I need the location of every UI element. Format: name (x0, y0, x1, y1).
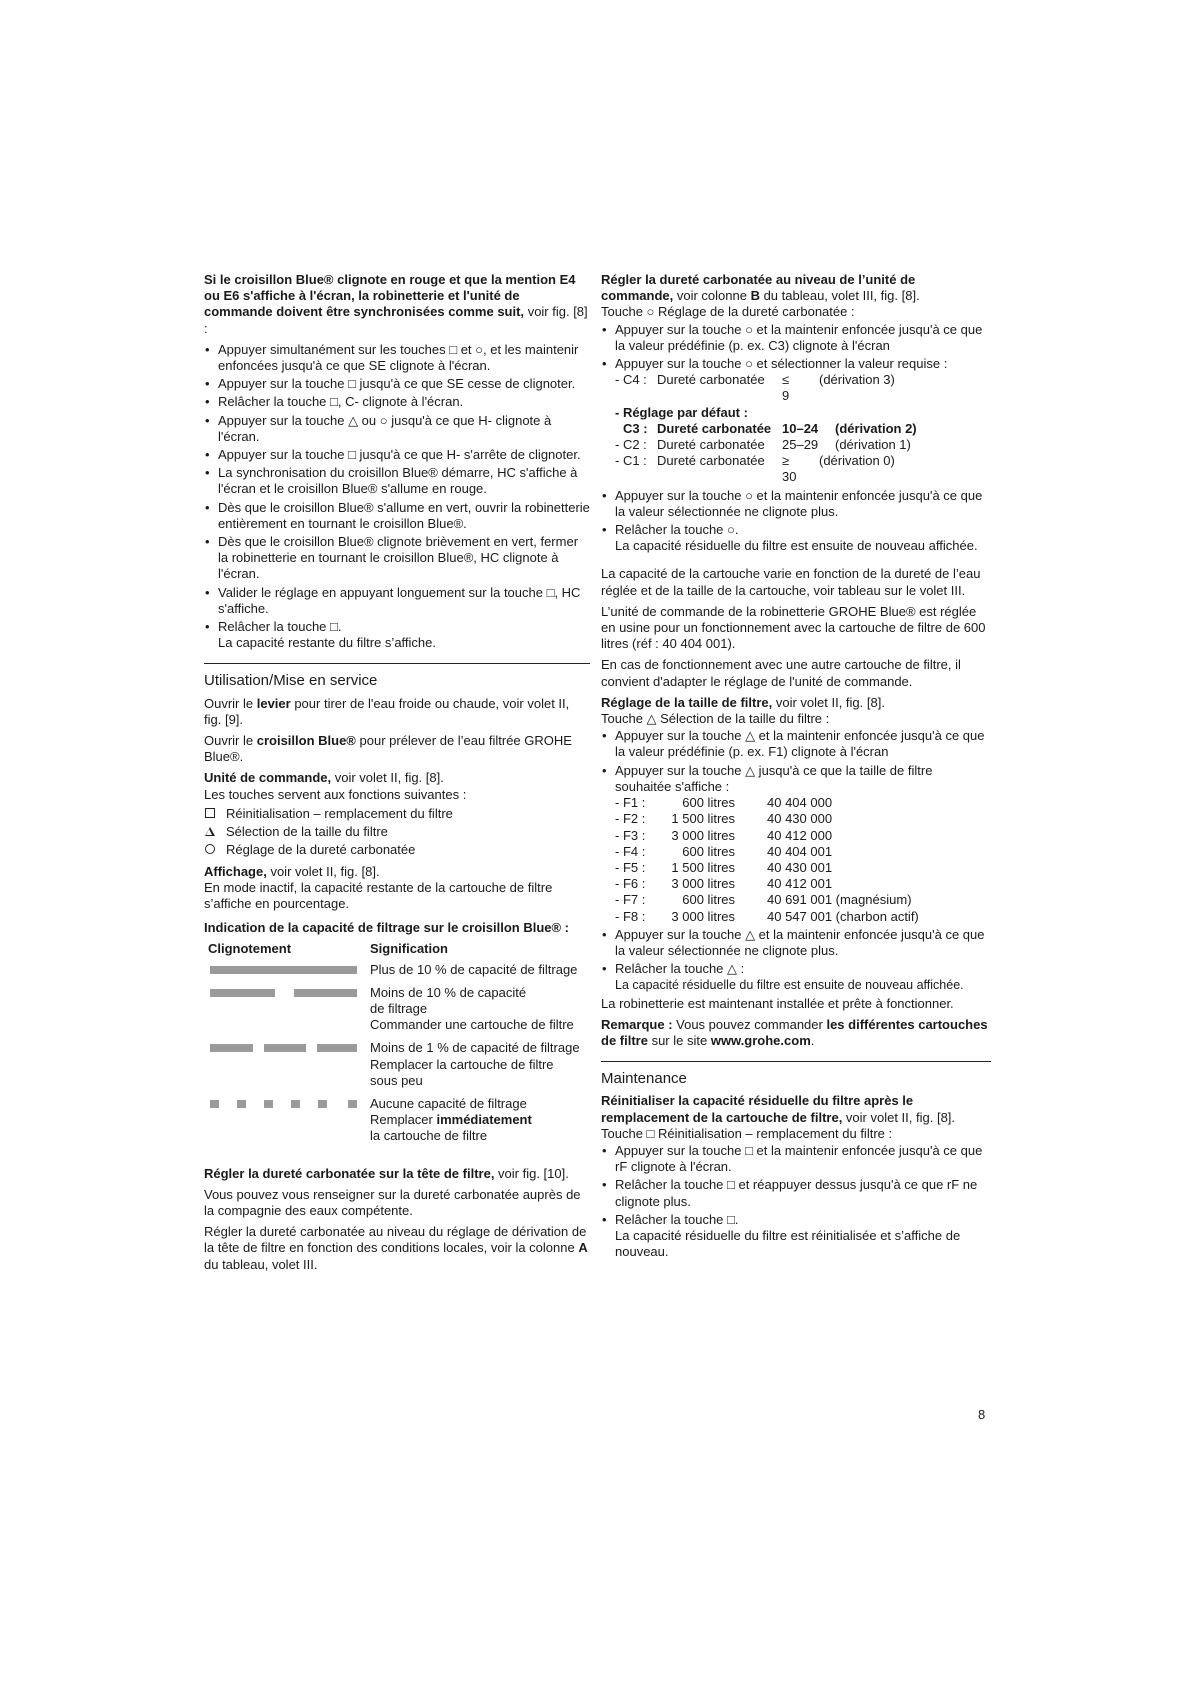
hardness-heading-block (601, 272, 991, 304)
control-unit-title: Unité de commande, (204, 770, 332, 786)
reset-key: Touche □ Réinitialisation – remplacement du filtre : (601, 1125, 893, 1141)
keys-legend (204, 806, 590, 859)
cell: (dérivation 1) (835, 437, 911, 453)
meaning-line: sous peu (370, 1072, 423, 1088)
cell: 25–29 (782, 437, 819, 453)
sync-heading: Si le croisillon Blue® clignote en rouge et que la mention E4 ou E6 s'affiche à l'écran, la robinetterie et l'unité de commande doivent être synchronisées comme suit, (204, 272, 576, 320)
list-item: • Dès que le croisillon Blue® s'allume en vert, ouvrir la robinetterie entièrement en tournant le croisillon Blue®. (204, 500, 590, 532)
cell: 3 000 litres (671, 876, 735, 892)
text-run: voir volet II, fig. [8]. (772, 694, 885, 710)
cell: - F4 : (615, 843, 646, 859)
cell: Dureté carbonatée (657, 437, 765, 453)
list-item: • Appuyer sur la touche □ jusqu'à ce que SE cesse de clignoter. (204, 376, 590, 392)
key-row (204, 842, 590, 858)
text-run: levier (256, 695, 291, 711)
size-key: Touche △ Sélection de la taille du filtre : (601, 711, 830, 727)
open-lever-paragraph (204, 696, 590, 728)
cell: - Réglage par défaut : (615, 404, 748, 420)
display-title: Affichage, (204, 863, 267, 879)
cell: 600 litres (682, 892, 735, 908)
list-item: • Appuyer sur la touche ○ et la maintenir enfoncée jusqu'à ce que la valeur sélectionnée ne clignote plus. (601, 488, 991, 520)
list-item: • Dès que le croisillon Blue® clignote brièvement en vert, fermer la robinetterie en tournant le croisillon Blue®, HC clignote à l'écran. (204, 534, 590, 583)
capacity-paragraph: La capacité de la cartouche varie en fonction de la dureté de l’eau réglée et de la taille de la cartouche, voir tableau sur le volet III. (601, 566, 981, 598)
meaning-line: Plus de 10 % de capacité de filtrage (370, 961, 578, 977)
display-text: En mode inactif, la capacité restante de la cartouche de filtre s’affiche en pourcentage. (204, 879, 553, 911)
text-run: Relâcher la touche □. (615, 1211, 739, 1227)
cell: 10–24 (782, 420, 819, 436)
table-row (204, 941, 590, 961)
text-run: . (810, 1032, 815, 1048)
hardness-table (615, 372, 991, 485)
table-row (615, 421, 991, 437)
cell: - F6 : (615, 876, 646, 892)
cell: - F8 : (615, 908, 646, 924)
text-run: La capacité résiduelle du filtre est ensuite de nouveau affichée. (615, 538, 978, 554)
text-run: Relâcher la touche ○. (615, 522, 739, 538)
sync-heading-block (204, 272, 590, 337)
hardness-steps-2 (601, 488, 991, 555)
cell: - C4 : (615, 372, 647, 388)
table-row (615, 372, 991, 404)
table-row (615, 909, 991, 925)
table-row (615, 892, 991, 908)
cell-val: 9 (782, 388, 790, 404)
meaning-line: Aucune capacité de filtrage (370, 1095, 527, 1111)
meaning-line: la cartouche de filtre (370, 1128, 488, 1144)
cell-val: 30 (782, 469, 797, 485)
hardness-steps (601, 322, 991, 373)
table-row (615, 405, 991, 421)
meaning-line: de filtrage (370, 1000, 428, 1016)
list-item: • Appuyer sur la touche △ ou ○ jusqu'à ce que H- clignote à l'écran. (204, 413, 590, 445)
sync-step-last: Relâcher la touche □. (218, 619, 342, 635)
section-title-usage: Utilisation/Mise en service (204, 663, 590, 689)
cell (782, 453, 819, 485)
text-run: du tableau, volet III, fig. [8]. (759, 288, 920, 304)
key-label: Réglage de la dureté carbonatée (226, 842, 416, 858)
list-item: • Appuyer sur la touche △ jusqu'à ce que la taille de filtre souhaitée s'affiche : (601, 763, 991, 795)
key-label: Réinitialisation – remplacement du filtre (226, 805, 453, 821)
key-row (204, 806, 590, 822)
text-run: pour prélever de l’eau filtrée GROHE Blue®. (204, 733, 572, 765)
list-item: • La synchronisation du croisillon Blue® démarre, HC s'affiche à l'écran et le croisillon Blue® s'allume en rouge. (204, 465, 590, 497)
head-filter-title: Régler la dureté carbonatée sur la tête de filtre, (204, 1165, 495, 1181)
cell: 40 691 001 (magnésium) (767, 892, 912, 908)
cell: 3 000 litres (671, 908, 735, 924)
head-filter-p1: Vous pouvez vous renseigner sur la dureté carbonatée auprès de la compagnie des eaux compétente. (204, 1186, 581, 1218)
text-run: A (578, 1240, 588, 1256)
cell: 40 430 000 (767, 811, 833, 827)
keys-intro: Les touches servent aux fonctions suivantes : (204, 786, 467, 802)
cell-op: ≤ (782, 372, 790, 388)
list-item: • Appuyer sur la touche □ jusqu'à ce que H- s'arrête de clignoter. (204, 447, 590, 463)
cell: Dureté carbonatée (657, 420, 772, 436)
text-run: Relâcher la touche △ : (615, 961, 745, 977)
list-item: • Appuyer simultanément sur les touches □ et ○, et les maintenir enfoncées jusqu'à ce que SE clignote à l'écran. (204, 342, 590, 374)
meaning-line: Remplacer la cartouche de filtre (370, 1056, 554, 1072)
cell-op: ≥ (782, 453, 790, 469)
cell: (dérivation 3) (819, 372, 895, 388)
table-row (615, 844, 991, 860)
meaning-line: Moins de 10 % de capacité (370, 984, 527, 1000)
note-label: Remarque : (601, 1016, 673, 1032)
size-heading (601, 695, 991, 711)
reset-steps (601, 1143, 991, 1260)
cell: Dureté carbonatée (657, 453, 765, 469)
cell: 600 litres (682, 795, 735, 811)
triangle-icon (205, 827, 215, 836)
table-row (615, 437, 991, 453)
blink-pattern-medium (210, 1044, 357, 1052)
list-item (601, 961, 991, 993)
cell: - F2 : (615, 811, 646, 827)
blink-table (204, 941, 590, 1151)
size-steps (601, 728, 991, 795)
cell: (dérivation 2) (835, 420, 917, 436)
website-link[interactable]: www.grohe.com (710, 1032, 811, 1048)
cell: 40 412 000 (767, 827, 833, 843)
text-run: croisillon Blue® (256, 733, 356, 749)
text-run: voir colonne (673, 288, 751, 304)
table-row (204, 985, 590, 1041)
page-number: 8 (978, 1407, 986, 1422)
list-item: • Appuyer sur la touche ○ et la maintenir enfoncée jusqu'à ce que la valeur prédéfinie (p. ex. C3) clignote à l'écran (601, 322, 991, 354)
head-filter-paragraph (204, 1166, 590, 1182)
cell: 40 412 001 (767, 876, 833, 892)
sync-heading-ref: voir fig. [8] : (204, 304, 588, 336)
left-column (204, 272, 590, 1278)
filter-size-table (615, 795, 991, 925)
circle-icon (205, 844, 215, 854)
cell: 40 547 001 (charbon actif) (767, 908, 919, 924)
cell: 1 500 litres (671, 811, 735, 827)
list-item: • Relâcher la touche □, C- clignote à l'écran. (204, 394, 590, 410)
other-filter-paragraph: En cas de fonctionnement avec une autre cartouche de filtre, il convient d'adapter le réglage de l'unité de commande. (601, 657, 961, 689)
text-run: du tableau, volet III. (204, 1256, 318, 1272)
cell: C3 : (623, 420, 648, 436)
text-run: les différentes cartouches de filtre (601, 1016, 988, 1048)
sync-result: La capacité restante du filtre s’affiche. (218, 635, 436, 651)
cell: - F5 : (615, 859, 646, 875)
blink-pattern-slow (210, 989, 357, 997)
list-item: • Appuyer sur la touche □ et la maintenir enfoncée jusqu'à ce que rF clignote à l'écran. (601, 1143, 991, 1175)
text-run: pour tirer de l'eau froide ou chaude, voir volet II, fig. [9]. (204, 695, 570, 727)
blink-header: Clignotement (208, 941, 292, 957)
table-row (204, 962, 590, 985)
text-run: Vous pouvez commander (672, 1016, 827, 1032)
table-row (615, 876, 991, 892)
list-item (601, 522, 991, 554)
table-row (615, 860, 991, 876)
table-row (204, 1040, 590, 1096)
factory-paragraph: L’unité de commande de la robinetterie GROHE Blue® est réglée en usine pour un fonctionnement avec la cartouche de filtre de 600 litres (réf : 40 404 001). (601, 603, 986, 652)
reset-title: Réinitialiser la capacité résiduelle du filtre après le remplacement de la cartouche de filtre, (601, 1093, 914, 1125)
text-run: Régler la dureté carbonatée au niveau du réglage de dérivation de la tête de filtre en fonction des conditions locales, voir la colonne (204, 1224, 587, 1256)
list-item: • Appuyer sur la touche ○ et sélectionner la valeur requise : (601, 356, 991, 372)
text-run: voir fig. [10]. (494, 1165, 569, 1181)
text-run: La capacité résiduelle du filtre est ensuite de nouveau affichée. (615, 978, 964, 993)
head-filter-p2 (204, 1224, 590, 1273)
indicator-title: Indication de la capacité de filtrage sur le croisillon Blue® : (204, 920, 570, 936)
right-column (601, 272, 991, 1265)
meaning-line: Commander une cartouche de filtre (370, 1017, 574, 1033)
size-title: Réglage de la taille de filtre, (601, 694, 773, 710)
cell: - F1 : (615, 795, 646, 811)
hardness-key: Touche ○ Réglage de la dureté carbonatée : (601, 304, 855, 320)
size-steps-2 (601, 927, 991, 994)
open-cross-paragraph (204, 733, 590, 765)
text-run: voir volet II, fig. [8]. (331, 770, 444, 786)
cell: - F7 : (615, 892, 646, 908)
meaning-header: Signification (370, 941, 448, 957)
meaning-line: Remplacer immédiatement (370, 1112, 532, 1128)
list-item: • Appuyer sur la touche △ et la maintenir enfoncée jusqu'à ce que la valeur sélectionnée ne clignote plus. (601, 927, 991, 959)
list-item: • Relâcher la touche □ et réappuyer dessus jusqu'à ce que rF ne clignote plus. (601, 1177, 991, 1209)
cell: (dérivation 0) (819, 453, 895, 469)
installed-paragraph: La robinetterie est maintenant installée et prête à fonctionner. (601, 995, 954, 1011)
table-row (615, 828, 991, 844)
cell: 600 litres (682, 843, 735, 859)
text-run: voir volet II, fig. [8]. (266, 863, 380, 879)
reset-heading (601, 1093, 991, 1125)
list-item (601, 1212, 991, 1261)
cell: Dureté carbonatée (657, 372, 765, 388)
text-run: Ouvrir le (204, 695, 257, 711)
cell: 3 000 litres (671, 827, 735, 843)
sync-steps-list (204, 342, 590, 652)
cell: 40 404 000 (767, 795, 833, 811)
list-item (204, 619, 590, 651)
text-run: La capacité résiduelle du filtre est réinitialisée et s’affiche de nouveau. (615, 1227, 961, 1260)
cell: - F3 : (615, 827, 646, 843)
display-paragraph (204, 864, 590, 880)
table-row (615, 811, 991, 827)
text-run: Ouvrir le (204, 733, 257, 749)
control-unit-paragraph (204, 770, 590, 786)
text-run: B (750, 288, 760, 304)
table-row (204, 1096, 590, 1152)
cell: - C2 : (615, 437, 647, 453)
key-label: Sélection de la taille du filtre (226, 824, 388, 840)
text-run: sur le site (647, 1032, 711, 1048)
hardness-title: Régler la dureté carbonatée au niveau de l’unité de commande, (601, 272, 916, 304)
table-row (615, 795, 991, 811)
section-title-maintenance: Maintenance (601, 1061, 991, 1087)
cell: 1 500 litres (671, 859, 735, 875)
cell: - C1 : (615, 453, 647, 469)
blink-pattern-fast (210, 1100, 357, 1108)
cell: 40 430 001 (767, 859, 833, 875)
table-row (615, 453, 991, 485)
square-icon (205, 808, 215, 818)
blink-pattern-continuous (210, 966, 357, 974)
cell (782, 372, 819, 404)
list-item: • Valider le réglage en appuyant longuement sur la touche □, HC s'affiche. (204, 585, 590, 617)
text-run: voir volet II, fig. [8]. (842, 1109, 956, 1125)
list-item: • Appuyer sur la touche △ et la maintenir enfoncée jusqu'à ce que la valeur prédéfinie (p. ex. F1) clignote à l'écran (601, 728, 991, 760)
meaning-line: Moins de 1 % de capacité de filtrage (370, 1040, 580, 1056)
key-row (204, 824, 590, 840)
note-paragraph (601, 1017, 991, 1049)
cell: 40 404 001 (767, 843, 833, 859)
